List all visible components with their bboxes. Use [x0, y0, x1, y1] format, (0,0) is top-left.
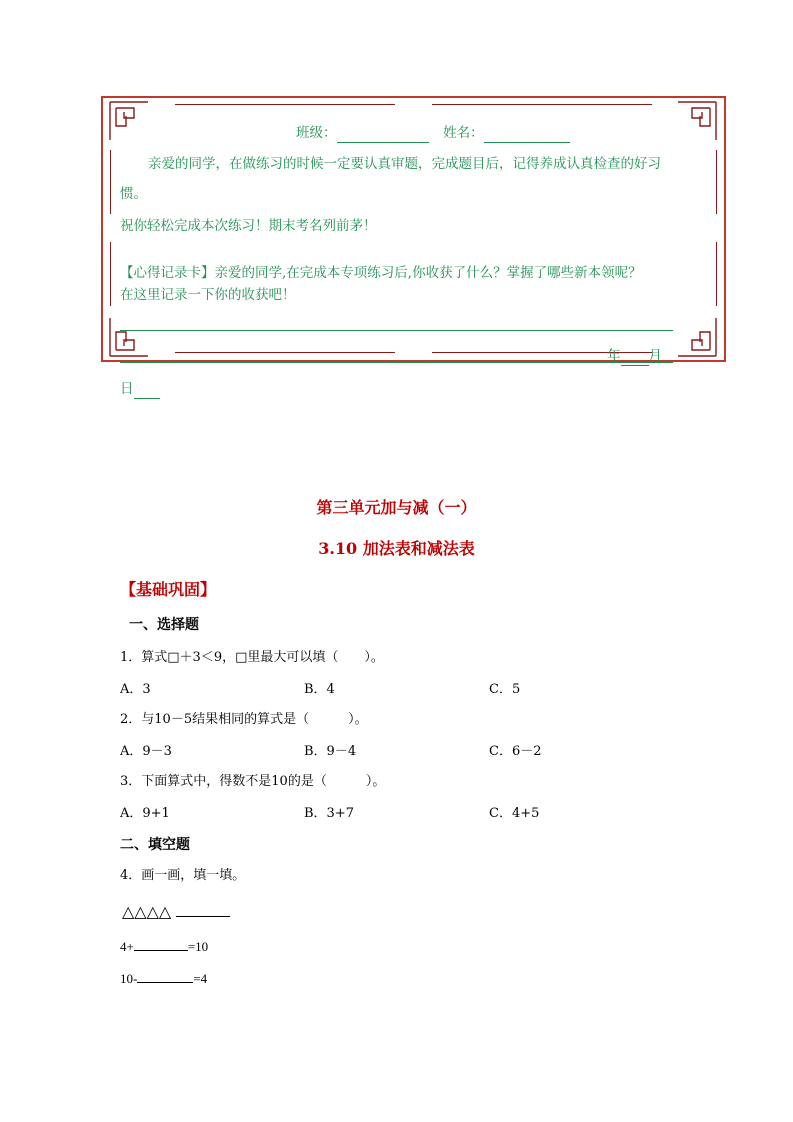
triangle-draw-blank[interactable] [176, 904, 230, 917]
class-field[interactable] [337, 126, 429, 143]
frame-bottom-line-left [175, 352, 395, 353]
frame-left-line-top [110, 150, 111, 214]
frame-top-line-right [432, 104, 652, 105]
card-line-2: 祝你轻松完成本次练习！期末考名列前茅！ [120, 218, 377, 234]
corner-ornament-top-right [676, 100, 718, 142]
corner-ornament-top-left [108, 100, 150, 142]
q1-option-a[interactable]: A．3 [120, 682, 151, 697]
part2-heading: 二、填空题 [120, 837, 190, 853]
record-writing-line-2[interactable] [120, 362, 673, 363]
q3-option-c[interactable]: C．4+5 [489, 806, 540, 821]
corner-ornament-bottom-right [676, 316, 718, 358]
equation-1 [120, 938, 208, 955]
q3-option-b[interactable]: B．3+7 [304, 806, 354, 821]
eq1-right: =10 [187, 939, 209, 954]
question-2-stem: 2．与10－5结果相同的算式是（ ）。 [120, 712, 368, 727]
year-label: 年 [607, 348, 621, 364]
q2-option-a[interactable]: A．9－3 [120, 744, 172, 759]
frame-left-line-bottom [110, 242, 111, 306]
q3-option-a[interactable]: A．9+1 [120, 806, 170, 821]
section-label: 【基础巩固】 [120, 580, 217, 599]
part1-heading: 一、选择题 [129, 617, 199, 633]
triangle-row [122, 902, 230, 921]
eq1-blank[interactable] [134, 938, 188, 951]
card-line-3: 【心得记录卡】亲爱的同学,在完成本专项练习后,你收获了什么？掌握了哪些新本领呢？ [120, 265, 642, 281]
frame-top-line-left [175, 104, 395, 105]
q2-option-c[interactable]: C．6－2 [489, 744, 542, 759]
eq1-left: 4+ [120, 939, 134, 954]
corner-ornament-bottom-left [108, 316, 150, 358]
name-field[interactable] [484, 126, 570, 143]
class-label: 班级： [296, 125, 337, 141]
question-1-stem: 1．算式□＋3＜9，□里最大可以填（ ）。 [120, 650, 384, 665]
triangle-icons: △△△△ [122, 902, 172, 921]
class-name-row [296, 123, 570, 143]
date-day [120, 379, 160, 399]
q1-option-c[interactable]: C．5 [489, 682, 521, 697]
question-4-stem: 4．画一画，填一填。 [120, 868, 246, 883]
frame-right-line-bottom [716, 242, 717, 306]
frame-right-line-top [716, 150, 717, 214]
day-field[interactable] [134, 382, 160, 399]
eq2-right: =4 [193, 971, 208, 986]
name-label: 姓名： [443, 125, 484, 141]
eq2-left: 10- [120, 971, 138, 986]
card-line-4: 在这里记录一下你的收获吧！ [120, 287, 296, 303]
day-label: 日 [120, 381, 134, 397]
q2-option-b[interactable]: B．9－4 [304, 744, 357, 759]
question-3-stem: 3．下面算式中，得数不是10的是（ ）。 [120, 774, 386, 789]
card-line-1: 亲爱的同学，在做练习的时候一定要认真审题，完成题目后，记得养成认真检查的好习 [148, 156, 661, 172]
eq2-blank[interactable] [137, 970, 193, 983]
lesson-title: 3.10 加法表和减法表 [318, 539, 475, 558]
date-year-month [607, 346, 662, 366]
record-writing-line-1[interactable] [120, 330, 673, 331]
month-label: 月 [648, 348, 662, 364]
equation-2 [120, 970, 207, 987]
card-line-1-cont: 惯。 [120, 186, 147, 202]
unit-title: 第三单元加与减（一） [316, 498, 477, 517]
month-field[interactable] [621, 349, 649, 366]
q1-option-b[interactable]: B．4 [304, 682, 335, 697]
